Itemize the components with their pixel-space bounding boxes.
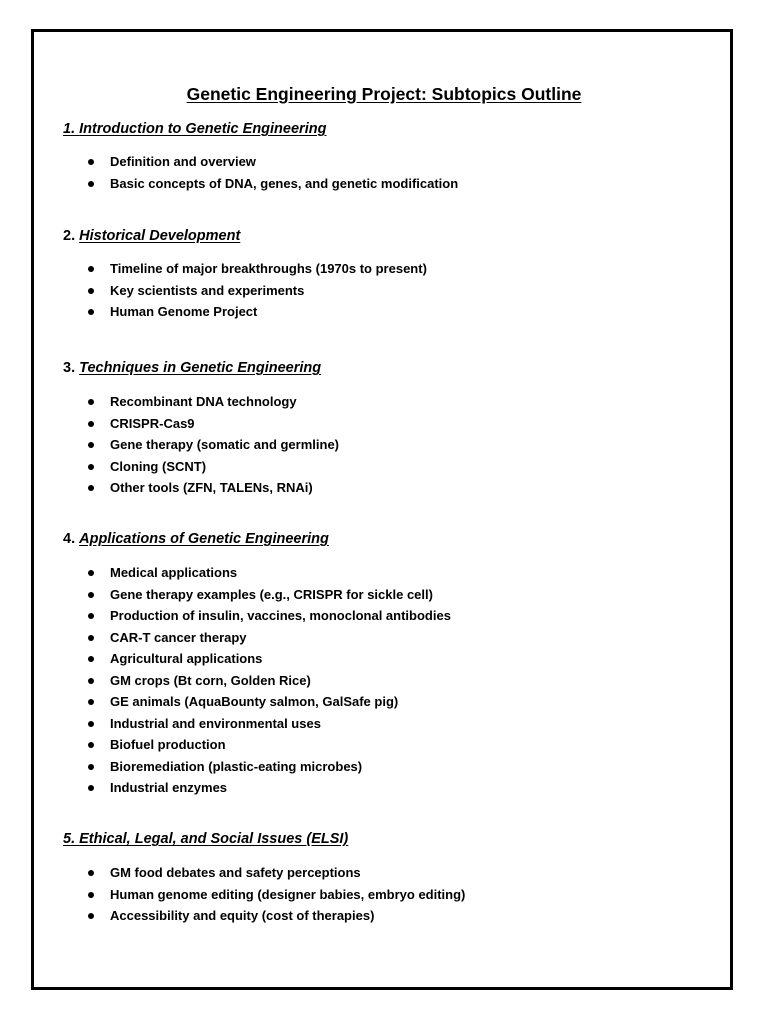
bullet-icon (88, 309, 94, 315)
bullet-list (63, 562, 713, 799)
bullet-icon (88, 635, 94, 641)
list-item: CRISPR-Cas9 (63, 413, 713, 435)
list-item: Timeline of major breakthroughs (1970s to present) (63, 258, 713, 280)
bullet-icon (88, 421, 94, 427)
list-item: Human genome editing (designer babies, embryo editing) (63, 884, 713, 906)
list-item: Gene therapy examples (e.g., CRISPR for sickle cell) (63, 584, 713, 606)
bullet-icon (88, 570, 94, 576)
bullet-icon (88, 266, 94, 272)
list-item: Basic concepts of DNA, genes, and genetic modification (63, 173, 713, 195)
list-item: Other tools (ZFN, TALENs, RNAi) (63, 477, 713, 499)
list-item: Bioremediation (plastic-eating microbes) (63, 756, 713, 778)
bullet-icon (88, 613, 94, 619)
bullet-icon (88, 742, 94, 748)
bullet-icon (88, 181, 94, 187)
section-introduction (63, 119, 713, 194)
bullet-icon (88, 592, 94, 598)
bullet-icon (88, 399, 94, 405)
list-item: GM food debates and safety perceptions (63, 862, 713, 884)
bullet-icon (88, 870, 94, 876)
bullet-icon (88, 678, 94, 684)
bullet-icon (88, 764, 94, 770)
list-item: Recombinant DNA technology (63, 391, 713, 413)
bullet-icon (88, 913, 94, 919)
bullet-icon (88, 485, 94, 491)
list-item: Agricultural applications (63, 648, 713, 670)
bullet-icon (88, 159, 94, 165)
list-item: Definition and overview (63, 151, 713, 173)
bullet-list (63, 862, 713, 927)
list-item: Industrial enzymes (63, 777, 713, 799)
list-item: Production of insulin, vaccines, monoclonal antibodies (63, 605, 713, 627)
section-historical-development (63, 226, 713, 323)
section-techniques (63, 358, 713, 499)
document-title: Genetic Engineering Project: Subtopics Outline (186, 84, 582, 104)
list-item: Biofuel production (63, 734, 713, 756)
bullet-list (63, 258, 713, 323)
bullet-icon (88, 656, 94, 662)
list-item: Gene therapy (somatic and germline) (63, 434, 713, 456)
section-applications (63, 529, 713, 799)
list-item: Accessibility and equity (cost of therapies) (63, 905, 713, 927)
bullet-list (63, 151, 713, 194)
section-heading: 2. Historical Development (63, 228, 241, 244)
list-item: Key scientists and experiments (63, 280, 713, 302)
bullet-icon (88, 288, 94, 294)
section-heading: 1. Introduction to Genetic Engineering (63, 121, 327, 137)
list-item: Industrial and environmental uses (63, 713, 713, 735)
section-elsi (63, 829, 713, 927)
list-item: Human Genome Project (63, 301, 713, 323)
list-item: GM crops (Bt corn, Golden Rice) (63, 670, 713, 692)
bullet-icon (88, 785, 94, 791)
bullet-icon (88, 721, 94, 727)
bullet-list (63, 391, 713, 499)
list-item: Medical applications (63, 562, 713, 584)
bullet-icon (88, 442, 94, 448)
list-item: CAR-T cancer therapy (63, 627, 713, 649)
list-item: GE animals (AquaBounty salmon, GalSafe pig) (63, 691, 713, 713)
section-heading: 4. Applications of Genetic Engineering (63, 531, 329, 547)
bullet-icon (88, 699, 94, 705)
section-heading: 5. Ethical, Legal, and Social Issues (ELSI) (63, 831, 349, 847)
bullet-icon (88, 464, 94, 470)
section-heading: 3. Techniques in Genetic Engineering (63, 360, 322, 376)
list-item: Cloning (SCNT) (63, 456, 713, 478)
bullet-icon (88, 892, 94, 898)
